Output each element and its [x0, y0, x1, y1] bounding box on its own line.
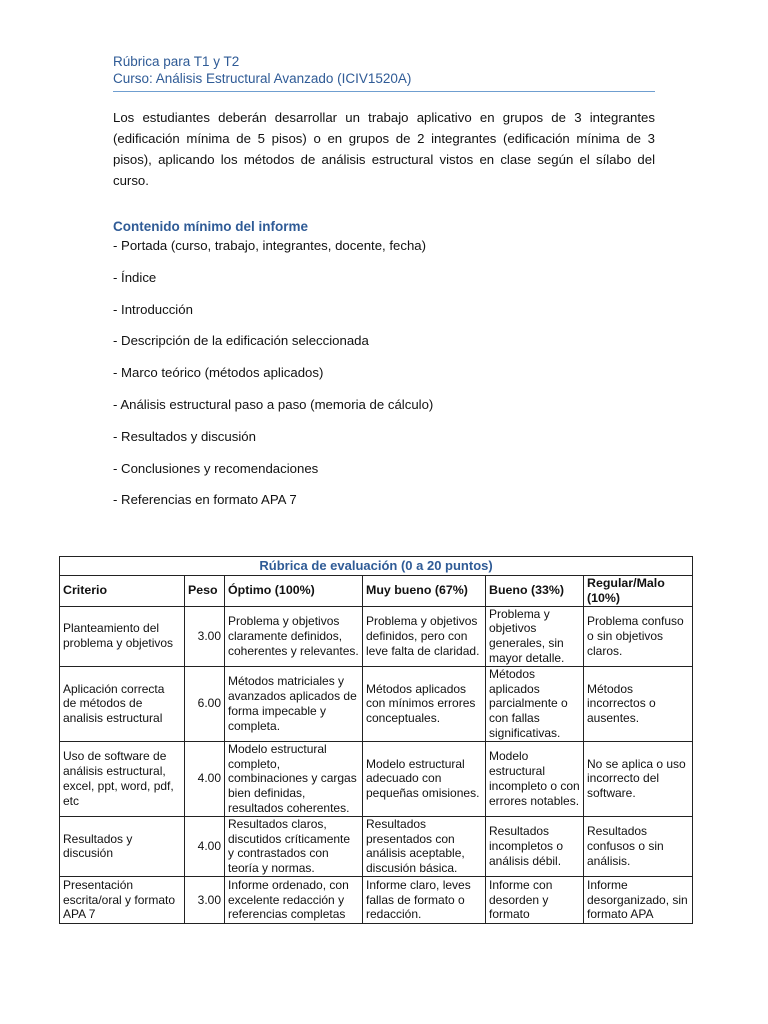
level-optimo-cell: Métodos matriciales y avanzados aplicados de forma impecable y completa.	[225, 666, 363, 741]
content-list	[113, 237, 433, 523]
document-title: Rúbrica para T1 y T2	[113, 54, 240, 69]
level-regular-malo-cell: Métodos incorrectos o ausentes.	[584, 666, 693, 741]
table-row	[60, 876, 693, 923]
list-item: - Descripción de la edificación seleccionada	[113, 333, 369, 349]
document-header	[113, 53, 655, 92]
list-item: - Índice	[113, 269, 157, 285]
list-item: - Resultados y discusión	[113, 428, 256, 444]
rubric-table	[59, 556, 693, 924]
level-muy-bueno-cell: Problema y objetivos definidos, pero con leve falta de claridad.	[363, 606, 486, 666]
list-item: - Conclusiones y recomendaciones	[113, 460, 319, 476]
level-regular-malo-cell: Informe desorganizado, sin formato APA	[584, 876, 693, 923]
criterion-cell: Aplicación correcta de métodos de analisis estructural	[60, 666, 185, 741]
header-divider	[113, 91, 655, 92]
list-item: - Referencias en formato APA 7	[113, 492, 297, 508]
level-muy-bueno-cell: Modelo estructural adecuado con pequeñas omisiones.	[363, 741, 486, 816]
level-muy-bueno-cell: Resultados presentados con análisis aceptable, discusión básica.	[363, 816, 486, 876]
table-row	[60, 741, 693, 816]
weight-cell: 4.00	[185, 741, 225, 816]
level-muy-bueno-cell: Informe claro, leves fallas de formato o redacción.	[363, 876, 486, 923]
level-bueno-cell: Métodos aplicados parcialmente o con fallas significativas.	[486, 666, 584, 741]
table-row	[60, 666, 693, 741]
column-header-criterio: Criterio	[60, 576, 185, 607]
section-title-contenido: Contenido mínimo del informe	[113, 219, 308, 234]
level-bueno-cell: Informe con desorden y formato	[486, 876, 584, 923]
level-muy-bueno-cell: Métodos aplicados con mínimos errores conceptuales.	[363, 666, 486, 741]
level-bueno-cell: Modelo estructural incompleto o con errores notables.	[486, 741, 584, 816]
column-header-regular-malo: Regular/Malo (10%)	[584, 576, 693, 607]
criterion-cell: Planteamiento del problema y objetivos	[60, 606, 185, 666]
column-header-optimo: Óptimo (100%)	[225, 576, 363, 607]
intro-paragraph: Los estudiantes deberán desarrollar un trabajo aplicativo en grupos de 3 integrantes (edificación mínima de 5 pisos) o en grupos de 2 integrantes (edificación mínima de 3 pisos), aplicando los métodos de análisis estructural vistos en clase según el sílabo del curso.	[113, 110, 655, 188]
level-regular-malo-cell: Problema confuso o sin objetivos claros.	[584, 606, 693, 666]
level-bueno-cell: Problema y objetivos generales, sin mayor detalle.	[486, 606, 584, 666]
list-item: - Marco teórico (métodos aplicados)	[113, 365, 324, 381]
table-row	[60, 816, 693, 876]
level-optimo-cell: Resultados claros, discutidos críticamente y contrastados con teoría y normas.	[225, 816, 363, 876]
criterion-cell: Uso de software de análisis estructural, excel, ppt, word, pdf, etc	[60, 741, 185, 816]
table-row	[60, 606, 693, 666]
criterion-cell: Presentación escrita/oral y formato APA 7	[60, 876, 185, 923]
list-item: - Introducción	[113, 301, 193, 317]
column-header-muy-bueno: Muy bueno (67%)	[363, 576, 486, 607]
level-regular-malo-cell: Resultados confusos o sin análisis.	[584, 816, 693, 876]
level-regular-malo-cell: No se aplica o uso incorrecto del software.	[584, 741, 693, 816]
column-header-peso: Peso	[185, 576, 225, 607]
weight-cell: 4.00	[185, 816, 225, 876]
weight-cell: 6.00	[185, 666, 225, 741]
weight-cell: 3.00	[185, 876, 225, 923]
column-header-bueno: Bueno (33%)	[486, 576, 584, 607]
level-bueno-cell: Resultados incompletos o análisis débil.	[486, 816, 584, 876]
level-optimo-cell: Informe ordenado, con excelente redacción y referencias completas	[225, 876, 363, 923]
weight-cell: 3.00	[185, 606, 225, 666]
course-name: Curso: Análisis Estructural Avanzado (ICIV1520A)	[113, 71, 412, 86]
level-optimo-cell: Modelo estructural completo, combinaciones y cargas bien definidas, resultados coherentes.	[225, 741, 363, 816]
rubric-header-row	[60, 576, 693, 607]
rubric-title-row	[60, 557, 693, 576]
criterion-cell: Resultados y discusión	[60, 816, 185, 876]
level-optimo-cell: Problema y objetivos claramente definidos, coherentes y relevantes.	[225, 606, 363, 666]
list-item: - Análisis estructural paso a paso (memoria de cálculo)	[113, 396, 434, 412]
list-item: - Portada (curso, trabajo, integrantes, docente, fecha)	[113, 238, 427, 253]
rubric-title: Rúbrica de evaluación (0 a 20 puntos)	[60, 557, 693, 576]
